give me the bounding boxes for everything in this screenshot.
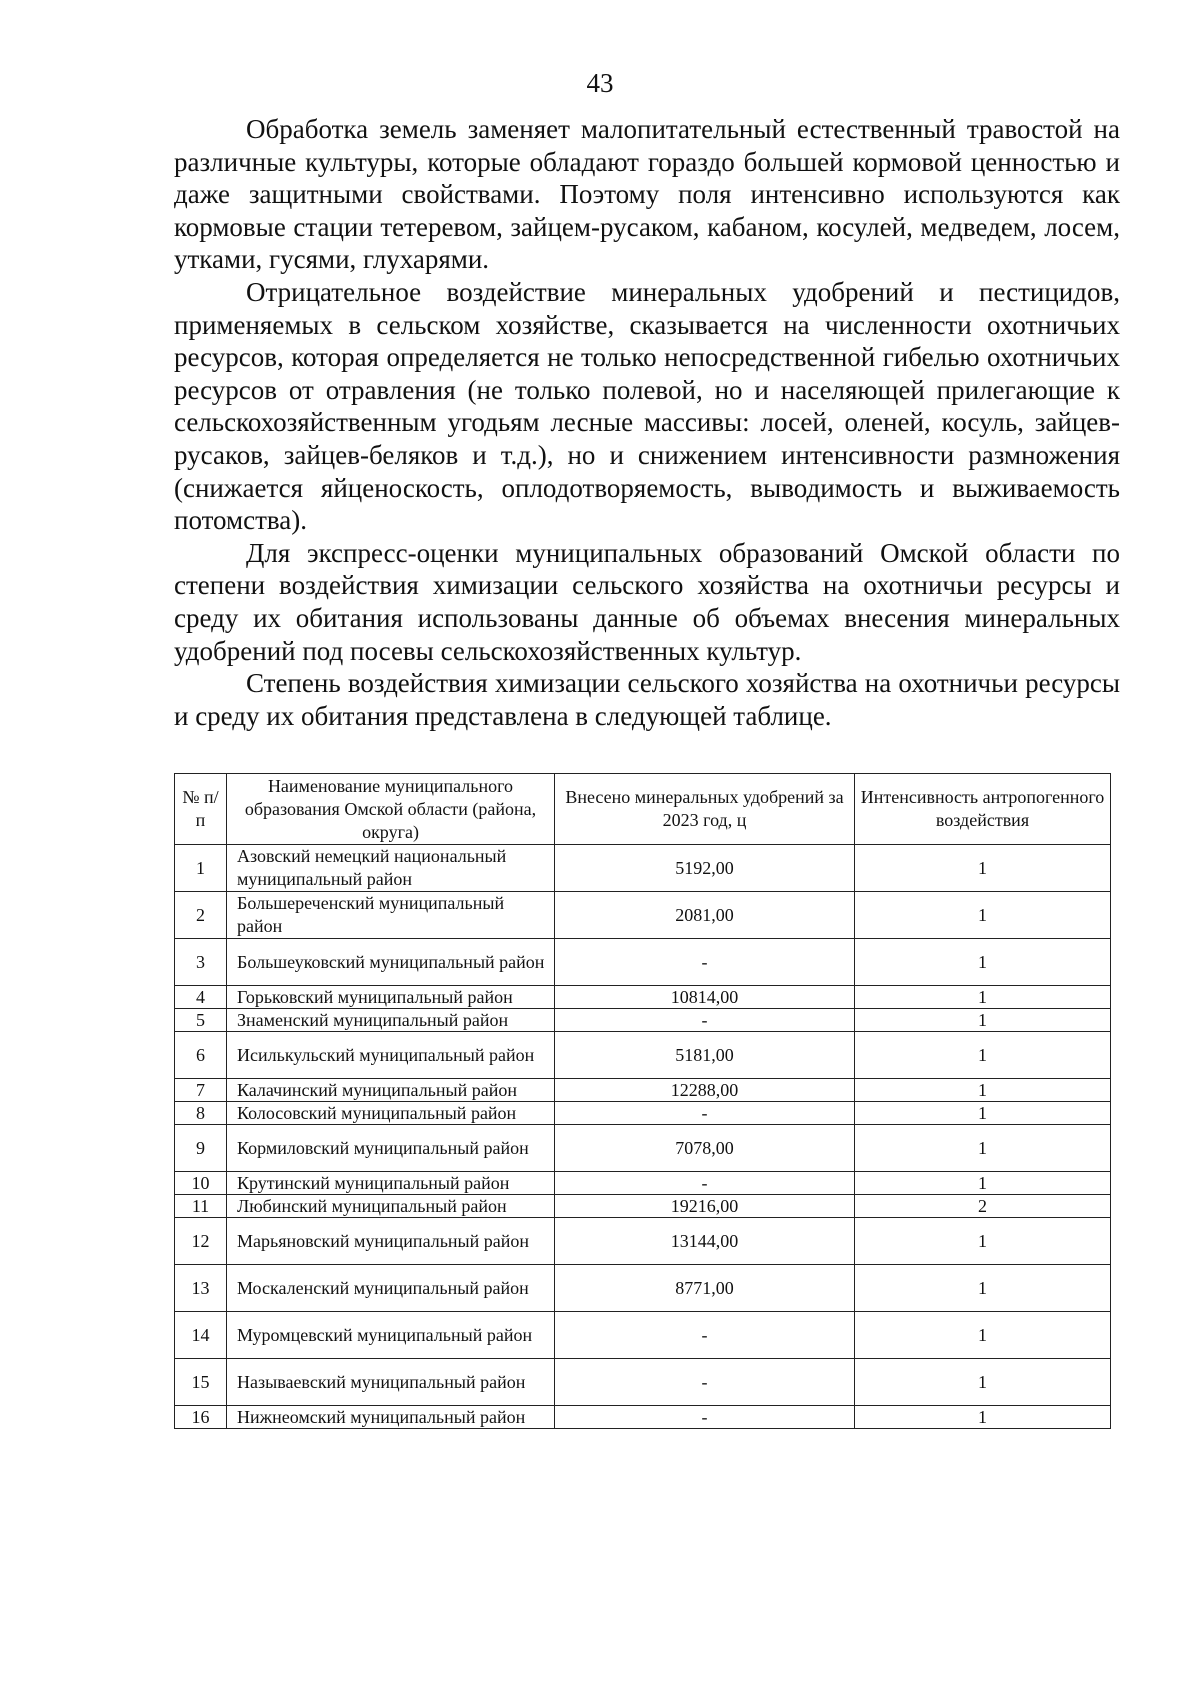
intensity-value: 1 [855,1312,1111,1359]
table-row [175,1079,1111,1102]
district-name: Большеуковский муниципальный район [227,939,555,986]
row-number: 10 [175,1172,227,1195]
table-row [175,1009,1111,1032]
row-number: 7 [175,1079,227,1102]
intensity-value: 1 [855,892,1111,939]
table-row [175,1359,1111,1406]
row-number: 3 [175,939,227,986]
table-row [175,1125,1111,1172]
fertilizer-amount: 19216,00 [555,1195,855,1218]
district-name: Любинский муниципальный район [227,1195,555,1218]
row-number: 9 [175,1125,227,1172]
fertilizer-amount: - [555,939,855,986]
row-number: 8 [175,1102,227,1125]
table-row [175,1312,1111,1359]
table-row [175,1172,1111,1195]
body-text [174,113,1120,732]
row-number: 6 [175,1032,227,1079]
fertilizer-amount: - [555,1359,855,1406]
fertilizer-amount: - [555,1406,855,1429]
intensity-value: 1 [855,1079,1111,1102]
table-row [175,1195,1111,1218]
district-name: Горьковский муниципальный район [227,986,555,1009]
intensity-value: 1 [855,1102,1111,1125]
district-name: Исилькульский муниципальный район [227,1032,555,1079]
fertilizer-amount: 5192,00 [555,845,855,892]
table-row [175,986,1111,1009]
row-number: 13 [175,1265,227,1312]
fertilizer-amount: 5181,00 [555,1032,855,1079]
district-name: Нижнеомский муниципальный район [227,1406,555,1429]
fertilizer-amount: 13144,00 [555,1218,855,1265]
paragraph: Степень воздействия химизации сельского хозяйства на охотничьи ресурсы и среду их обитания представлена в следующей таблице. [174,668,1120,731]
table-row [175,1406,1111,1429]
fertilizer-amount: - [555,1172,855,1195]
row-number: 4 [175,986,227,1009]
row-number: 1 [175,845,227,892]
district-name: Кормиловский муниципальный район [227,1125,555,1172]
header-num: № п/п [175,774,227,845]
fertilizer-amount: 2081,00 [555,892,855,939]
intensity-value: 1 [855,1265,1111,1312]
intensity-value: 1 [855,1009,1111,1032]
paragraph: Для экспресс-оценки муниципальных образований Омской области по степени воздействия химизации сельского хозяйства на охотничьи ресурсы и среду их обитания использованы данные об объемах внесения минеральных удобрений под посевы сельскохозяйственных культур. [174,537,1120,666]
district-name: Колосовский муниципальный район [227,1102,555,1125]
intensity-value: 1 [855,986,1111,1009]
table-header-row [175,774,1111,845]
intensity-value: 1 [855,1359,1111,1406]
table-row [175,1102,1111,1125]
district-name: Знаменский муниципальный район [227,1009,555,1032]
fertilizer-amount: - [555,1102,855,1125]
district-name: Азовский немецкий национальный муниципальный район [227,845,555,892]
table-row [175,939,1111,986]
header-name: Наименование муниципального образования Омской области (района, округа) [227,774,555,845]
row-number: 2 [175,892,227,939]
header-intensity: Интенсивность антропогенного воздействия [855,774,1111,845]
district-name: Москаленский муниципальный район [227,1265,555,1312]
intensity-value: 1 [855,1032,1111,1079]
table-row [175,1032,1111,1079]
district-name: Муромцевский муниципальный район [227,1312,555,1359]
fertilizer-amount: 12288,00 [555,1079,855,1102]
district-name: Называевский муниципальный район [227,1359,555,1406]
district-name: Большереченский муниципальный район [227,892,555,939]
intensity-value: 1 [855,1406,1111,1429]
row-number: 16 [175,1406,227,1429]
district-name: Крутинский муниципальный район [227,1172,555,1195]
district-name: Марьяновский муниципальный район [227,1218,555,1265]
row-number: 5 [175,1009,227,1032]
table-row [175,892,1111,939]
intensity-value: 2 [855,1195,1111,1218]
page-number: 43 [586,68,614,98]
table-row [175,1265,1111,1312]
paragraph: Отрицательное воздействие минеральных удобрений и пестицидов, применяемых в сельском хозяйстве, сказывается на численности охотничьих ресурсов, которая определяется не только непосредственной гибелью охотничьих ресурсов от отравления (не только полевой, но и населяющей прилегающие к сельскохозяйственным угодьям лесные массивы: лосей, оленей, косуль, зайцев-русаков, зайцев-беляков и т.д.), но и снижением интенсивности размножения (снижается яйценоскость, оплодотворяемость, выводимость и выживаемость потомства). [174,276,1120,536]
intensity-value: 1 [855,1218,1111,1265]
table-row [175,1218,1111,1265]
row-number: 14 [175,1312,227,1359]
row-number: 11 [175,1195,227,1218]
fertilizer-amount: - [555,1009,855,1032]
intensity-value: 1 [855,939,1111,986]
fertilizer-amount: 10814,00 [555,986,855,1009]
header-value: Внесено минеральных удобрений за 2023 год, ц [555,774,855,845]
fertilizer-impact-table [174,773,1111,1429]
fertilizer-amount: 8771,00 [555,1265,855,1312]
row-number: 15 [175,1359,227,1406]
district-name: Калачинский муниципальный район [227,1079,555,1102]
paragraph: Обработка земель заменяет малопитательный естественный травостой на различные культуры, которые обладают гораздо большей кормовой ценностью и даже защитными свойствами. Поэтому поля интенсивно используются как кормовые стации тетеревом, зайцем-русаком, кабаном, косулей, медведем, лосем, утками, гусями, глухарями. [174,114,1120,275]
table-body [175,845,1111,1429]
fertilizer-amount: 7078,00 [555,1125,855,1172]
intensity-value: 1 [855,1172,1111,1195]
table-row [175,845,1111,892]
row-number: 12 [175,1218,227,1265]
intensity-value: 1 [855,1125,1111,1172]
fertilizer-amount: - [555,1312,855,1359]
intensity-value: 1 [855,845,1111,892]
